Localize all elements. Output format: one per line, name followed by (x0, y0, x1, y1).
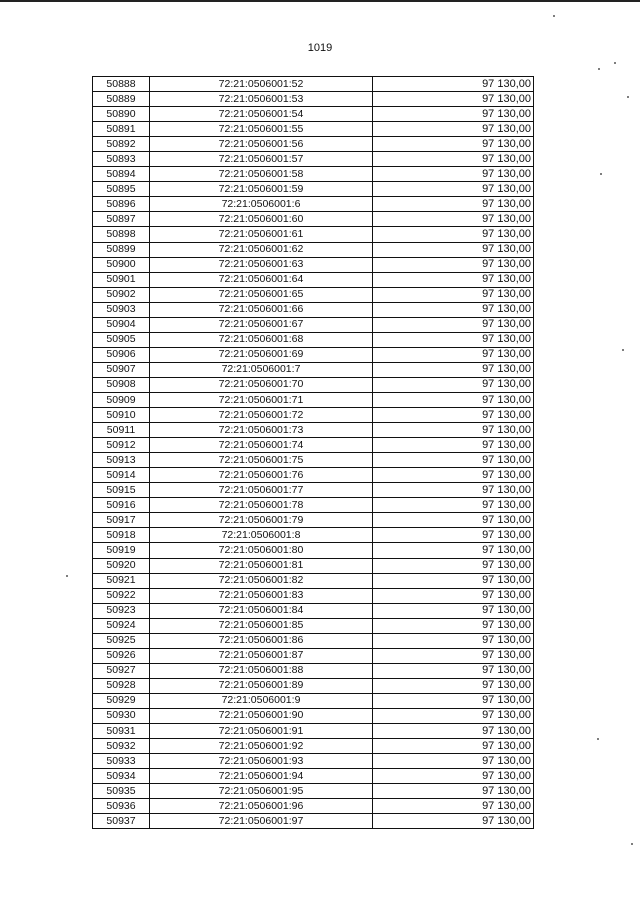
row-number-cell: 50895 (93, 182, 150, 197)
cadastral-value-cell: 97 130,00 (373, 197, 534, 212)
table-row (93, 212, 534, 227)
cadastral-number-cell: 72:21:0506001:97 (150, 814, 373, 829)
row-number-cell: 50900 (93, 257, 150, 272)
cadastral-number-cell: 72:21:0506001:59 (150, 182, 373, 197)
cadastral-number-cell: 72:21:0506001:57 (150, 152, 373, 167)
row-number-cell: 50929 (93, 693, 150, 708)
cadastral-number-cell: 72:21:0506001:84 (150, 603, 373, 618)
table-row (93, 769, 534, 784)
cadastral-value-cell: 97 130,00 (373, 693, 534, 708)
table-row (93, 498, 534, 513)
table-row (93, 693, 534, 708)
row-number-cell: 50912 (93, 438, 150, 453)
cadastral-number-cell: 72:21:0506001:92 (150, 739, 373, 754)
row-number-cell: 50924 (93, 618, 150, 633)
cadastral-value-cell: 97 130,00 (373, 272, 534, 287)
cadastral-number-cell: 72:21:0506001:85 (150, 618, 373, 633)
table-row (93, 754, 534, 769)
cadastral-number-cell: 72:21:0506001:88 (150, 663, 373, 678)
cadastral-value-cell: 97 130,00 (373, 678, 534, 693)
row-number-cell: 50897 (93, 212, 150, 227)
row-number-cell: 50922 (93, 588, 150, 603)
cadastral-value-cell: 97 130,00 (373, 754, 534, 769)
table-row (93, 137, 534, 152)
table-row (93, 603, 534, 618)
cadastral-value-cell: 97 130,00 (373, 708, 534, 723)
scan-speck (597, 738, 599, 740)
cadastral-value-table (92, 76, 534, 829)
table-row (93, 483, 534, 498)
row-number-cell: 50904 (93, 317, 150, 332)
table-row (93, 453, 534, 468)
row-number-cell: 50891 (93, 122, 150, 137)
table-row (93, 92, 534, 107)
table-row (93, 107, 534, 122)
table-row (93, 423, 534, 438)
cadastral-value-cell: 97 130,00 (373, 242, 534, 257)
cadastral-number-cell: 72:21:0506001:53 (150, 92, 373, 107)
cadastral-value-cell: 97 130,00 (373, 332, 534, 347)
cadastral-value-cell: 97 130,00 (373, 769, 534, 784)
cadastral-number-cell: 72:21:0506001:73 (150, 423, 373, 438)
table-row (93, 724, 534, 739)
cadastral-number-cell: 72:21:0506001:64 (150, 272, 373, 287)
row-number-cell: 50910 (93, 408, 150, 423)
row-number-cell: 50914 (93, 468, 150, 483)
table-row (93, 377, 534, 392)
cadastral-number-cell: 72:21:0506001:91 (150, 724, 373, 739)
cadastral-number-cell: 72:21:0506001:70 (150, 377, 373, 392)
cadastral-value-cell: 97 130,00 (373, 317, 534, 332)
cadastral-value-cell: 97 130,00 (373, 137, 534, 152)
cadastral-number-cell: 72:21:0506001:56 (150, 137, 373, 152)
cadastral-number-cell: 72:21:0506001:71 (150, 392, 373, 407)
scan-speck (66, 575, 68, 577)
cadastral-value-cell: 97 130,00 (373, 558, 534, 573)
cadastral-value-cell: 97 130,00 (373, 302, 534, 317)
cadastral-number-cell: 72:21:0506001:82 (150, 573, 373, 588)
cadastral-value-cell: 97 130,00 (373, 784, 534, 799)
cadastral-value-cell: 97 130,00 (373, 633, 534, 648)
row-number-cell: 50917 (93, 513, 150, 528)
table-row (93, 814, 534, 829)
cadastral-value-cell: 97 130,00 (373, 107, 534, 122)
cadastral-value-cell: 97 130,00 (373, 453, 534, 468)
cadastral-value-cell: 97 130,00 (373, 438, 534, 453)
cadastral-value-cell: 97 130,00 (373, 92, 534, 107)
cadastral-value-cell: 97 130,00 (373, 377, 534, 392)
table-row (93, 392, 534, 407)
cadastral-number-cell: 72:21:0506001:60 (150, 212, 373, 227)
cadastral-value-cell: 97 130,00 (373, 257, 534, 272)
row-number-cell: 50898 (93, 227, 150, 242)
cadastral-number-cell: 72:21:0506001:69 (150, 347, 373, 362)
row-number-cell: 50905 (93, 332, 150, 347)
cadastral-number-cell: 72:21:0506001:76 (150, 468, 373, 483)
cadastral-value-cell: 97 130,00 (373, 392, 534, 407)
cadastral-value-cell: 97 130,00 (373, 212, 534, 227)
cadastral-value-cell: 97 130,00 (373, 77, 534, 92)
table-row (93, 347, 534, 362)
table-row (93, 708, 534, 723)
row-number-cell: 50926 (93, 648, 150, 663)
table-body (93, 77, 534, 829)
cadastral-number-cell: 72:21:0506001:8 (150, 528, 373, 543)
row-number-cell: 50937 (93, 814, 150, 829)
cadastral-number-cell: 72:21:0506001:68 (150, 332, 373, 347)
scan-speck (553, 15, 555, 17)
table-row (93, 122, 534, 137)
table-row (93, 784, 534, 799)
row-number-cell: 50892 (93, 137, 150, 152)
table-row (93, 618, 534, 633)
table-row (93, 468, 534, 483)
table-row (93, 242, 534, 257)
cadastral-number-cell: 72:21:0506001:78 (150, 498, 373, 513)
table-row (93, 167, 534, 182)
row-number-cell: 50906 (93, 347, 150, 362)
cadastral-number-cell: 72:21:0506001:72 (150, 408, 373, 423)
cadastral-number-cell: 72:21:0506001:81 (150, 558, 373, 573)
row-number-cell: 50893 (93, 152, 150, 167)
row-number-cell: 50931 (93, 724, 150, 739)
cadastral-value-cell: 97 130,00 (373, 724, 534, 739)
cadastral-number-cell: 72:21:0506001:74 (150, 438, 373, 453)
table-row (93, 408, 534, 423)
row-number-cell: 50899 (93, 242, 150, 257)
cadastral-value-cell: 97 130,00 (373, 152, 534, 167)
cadastral-value-cell: 97 130,00 (373, 483, 534, 498)
table-row (93, 648, 534, 663)
row-number-cell: 50896 (93, 197, 150, 212)
table-row (93, 152, 534, 167)
cadastral-number-cell: 72:21:0506001:79 (150, 513, 373, 528)
row-number-cell: 50907 (93, 362, 150, 377)
table-row (93, 663, 534, 678)
table-row (93, 332, 534, 347)
table-row (93, 678, 534, 693)
row-number-cell: 50933 (93, 754, 150, 769)
row-number-cell: 50925 (93, 633, 150, 648)
cadastral-value-cell: 97 130,00 (373, 423, 534, 438)
cadastral-value-cell: 97 130,00 (373, 739, 534, 754)
cadastral-number-cell: 72:21:0506001:93 (150, 754, 373, 769)
table-row (93, 528, 534, 543)
scan-speck (598, 68, 600, 70)
row-number-cell: 50915 (93, 483, 150, 498)
table-row (93, 317, 534, 332)
cadastral-value-cell: 97 130,00 (373, 287, 534, 302)
scan-speck (622, 349, 624, 351)
row-number-cell: 50920 (93, 558, 150, 573)
row-number-cell: 50932 (93, 739, 150, 754)
cadastral-number-cell: 72:21:0506001:63 (150, 257, 373, 272)
cadastral-value-cell: 97 130,00 (373, 663, 534, 678)
row-number-cell: 50901 (93, 272, 150, 287)
cadastral-value-cell: 97 130,00 (373, 182, 534, 197)
cadastral-number-cell: 72:21:0506001:94 (150, 769, 373, 784)
row-number-cell: 50894 (93, 167, 150, 182)
table-row (93, 362, 534, 377)
row-number-cell: 50890 (93, 107, 150, 122)
cadastral-number-cell: 72:21:0506001:54 (150, 107, 373, 122)
scan-speck (614, 62, 616, 64)
table-row (93, 588, 534, 603)
page-number: 1019 (307, 42, 333, 54)
row-number-cell: 50902 (93, 287, 150, 302)
table-row (93, 739, 534, 754)
cadastral-number-cell: 72:21:0506001:58 (150, 167, 373, 182)
cadastral-number-cell: 72:21:0506001:95 (150, 784, 373, 799)
cadastral-number-cell: 72:21:0506001:89 (150, 678, 373, 693)
cadastral-number-cell: 72:21:0506001:9 (150, 693, 373, 708)
row-number-cell: 50935 (93, 784, 150, 799)
scan-speck (627, 96, 629, 98)
row-number-cell: 50888 (93, 77, 150, 92)
cadastral-value-cell: 97 130,00 (373, 513, 534, 528)
cadastral-value-cell: 97 130,00 (373, 573, 534, 588)
cadastral-number-cell: 72:21:0506001:86 (150, 633, 373, 648)
cadastral-number-cell: 72:21:0506001:6 (150, 197, 373, 212)
row-number-cell: 50923 (93, 603, 150, 618)
table-row (93, 513, 534, 528)
row-number-cell: 50936 (93, 799, 150, 814)
row-number-cell: 50908 (93, 377, 150, 392)
row-number-cell: 50930 (93, 708, 150, 723)
cadastral-value-cell: 97 130,00 (373, 799, 534, 814)
table-row (93, 573, 534, 588)
table-row (93, 227, 534, 242)
top-border-line (0, 0, 640, 2)
row-number-cell: 50911 (93, 423, 150, 438)
table-row (93, 438, 534, 453)
cadastral-number-cell: 72:21:0506001:83 (150, 588, 373, 603)
cadastral-number-cell: 72:21:0506001:66 (150, 302, 373, 317)
table-row (93, 287, 534, 302)
table-row (93, 77, 534, 92)
cadastral-value-cell: 97 130,00 (373, 603, 534, 618)
row-number-cell: 50909 (93, 392, 150, 407)
row-number-cell: 50916 (93, 498, 150, 513)
cadastral-value-cell: 97 130,00 (373, 122, 534, 137)
table-row (93, 633, 534, 648)
cadastral-number-cell: 72:21:0506001:96 (150, 799, 373, 814)
cadastral-value-cell: 97 130,00 (373, 227, 534, 242)
cadastral-number-cell: 72:21:0506001:62 (150, 242, 373, 257)
table-row (93, 272, 534, 287)
cadastral-value-cell: 97 130,00 (373, 648, 534, 663)
cadastral-number-cell: 72:21:0506001:55 (150, 122, 373, 137)
table-row (93, 543, 534, 558)
cadastral-number-cell: 72:21:0506001:61 (150, 227, 373, 242)
cadastral-number-cell: 72:21:0506001:65 (150, 287, 373, 302)
row-number-cell: 50919 (93, 543, 150, 558)
row-number-cell: 50921 (93, 573, 150, 588)
table-row (93, 182, 534, 197)
cadastral-value-cell: 97 130,00 (373, 167, 534, 182)
row-number-cell: 50928 (93, 678, 150, 693)
cadastral-number-cell: 72:21:0506001:87 (150, 648, 373, 663)
table-row (93, 799, 534, 814)
cadastral-value-cell: 97 130,00 (373, 408, 534, 423)
cadastral-value-cell: 97 130,00 (373, 498, 534, 513)
table-row (93, 257, 534, 272)
cadastral-value-cell: 97 130,00 (373, 468, 534, 483)
cadastral-number-cell: 72:21:0506001:52 (150, 77, 373, 92)
cadastral-number-cell: 72:21:0506001:80 (150, 543, 373, 558)
table-row (93, 558, 534, 573)
cadastral-number-cell: 72:21:0506001:7 (150, 362, 373, 377)
scan-speck (631, 843, 633, 845)
cadastral-number-cell: 72:21:0506001:67 (150, 317, 373, 332)
cadastral-value-cell: 97 130,00 (373, 588, 534, 603)
table-row (93, 197, 534, 212)
cadastral-number-cell: 72:21:0506001:90 (150, 708, 373, 723)
row-number-cell: 50934 (93, 769, 150, 784)
cadastral-value-cell: 97 130,00 (373, 347, 534, 362)
row-number-cell: 50927 (93, 663, 150, 678)
row-number-cell: 50889 (93, 92, 150, 107)
cadastral-value-cell: 97 130,00 (373, 618, 534, 633)
table-row (93, 302, 534, 317)
cadastral-value-cell: 97 130,00 (373, 543, 534, 558)
cadastral-value-cell: 97 130,00 (373, 814, 534, 829)
row-number-cell: 50903 (93, 302, 150, 317)
cadastral-number-cell: 72:21:0506001:75 (150, 453, 373, 468)
scan-speck (600, 173, 602, 175)
row-number-cell: 50918 (93, 528, 150, 543)
row-number-cell: 50913 (93, 453, 150, 468)
cadastral-value-cell: 97 130,00 (373, 362, 534, 377)
cadastral-value-cell: 97 130,00 (373, 528, 534, 543)
cadastral-number-cell: 72:21:0506001:77 (150, 483, 373, 498)
